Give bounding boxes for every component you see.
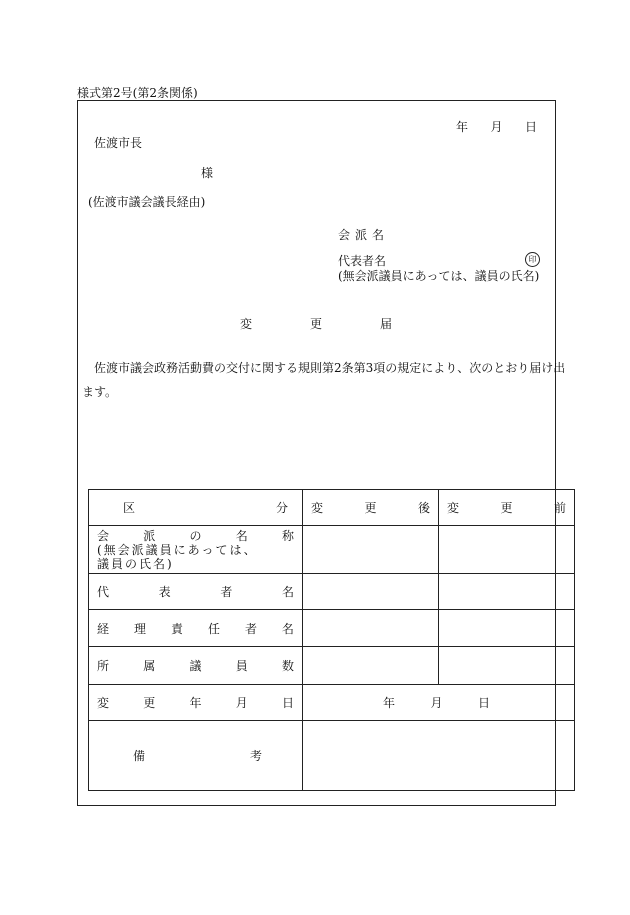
form-caption: 様式第2号(第2条関係) [77,86,198,100]
cell-faction-name-before [439,526,575,574]
via-note: (佐渡市議会議長経由) [88,195,206,209]
change-table [88,489,575,791]
cell-remarks-value [303,721,575,791]
form-title: 変 更 届 [240,317,392,331]
date-day: 日 [524,120,537,134]
table-row-members [89,647,575,685]
table-row-faction-name [89,526,575,574]
cell-members-before [439,647,575,685]
cell-change-date-value: 年 月 日 [303,685,575,721]
label-accountant: 経 理 責 任 者 名 [89,610,303,647]
date-month: 月 [490,120,503,134]
date-header [456,118,537,135]
label-faction-name: 会 派 の 名 称 (無会派議員にあっては、 議員の氏名) [89,526,303,574]
seal-mark: 印 [525,252,540,267]
header-before: 変 更 前 [439,490,575,526]
table-row-representative [89,574,575,610]
cell-representative-before [439,574,575,610]
cell-representative-after [303,574,439,610]
representative-label: 代表者名 [338,254,387,268]
body-text-line2: ます。 [82,385,118,399]
independent-note: (無会派議員にあっては、議員の氏名) [338,269,540,283]
label-representative: 代 表 者 名 [89,574,303,610]
date-year: 年 [456,120,469,134]
cell-accountant-before [439,610,575,647]
body-text-line1: 佐渡市議会政務活動費の交付に関する規則第2条第3項の規定により、次のとおり届け出 [94,361,566,375]
cell-faction-name-after [303,526,439,574]
label-members: 所 属 議 員 数 [89,647,303,685]
faction-name-label: 会 派 名 [338,228,384,242]
cell-accountant-after [303,610,439,647]
header-category: 区 分 [89,490,303,526]
label-remarks: 備 考 [89,721,303,791]
table-header-row [89,490,575,526]
label-change-date: 変 更 年 月 日 [89,685,303,721]
header-after: 変 更 後 [303,490,439,526]
table-row-accountant [89,610,575,647]
addressee: 佐渡市長 [94,136,143,150]
table-row-change-date [89,685,575,721]
table-row-remarks [89,721,575,791]
honorific: 様 [201,166,214,180]
cell-members-after [303,647,439,685]
